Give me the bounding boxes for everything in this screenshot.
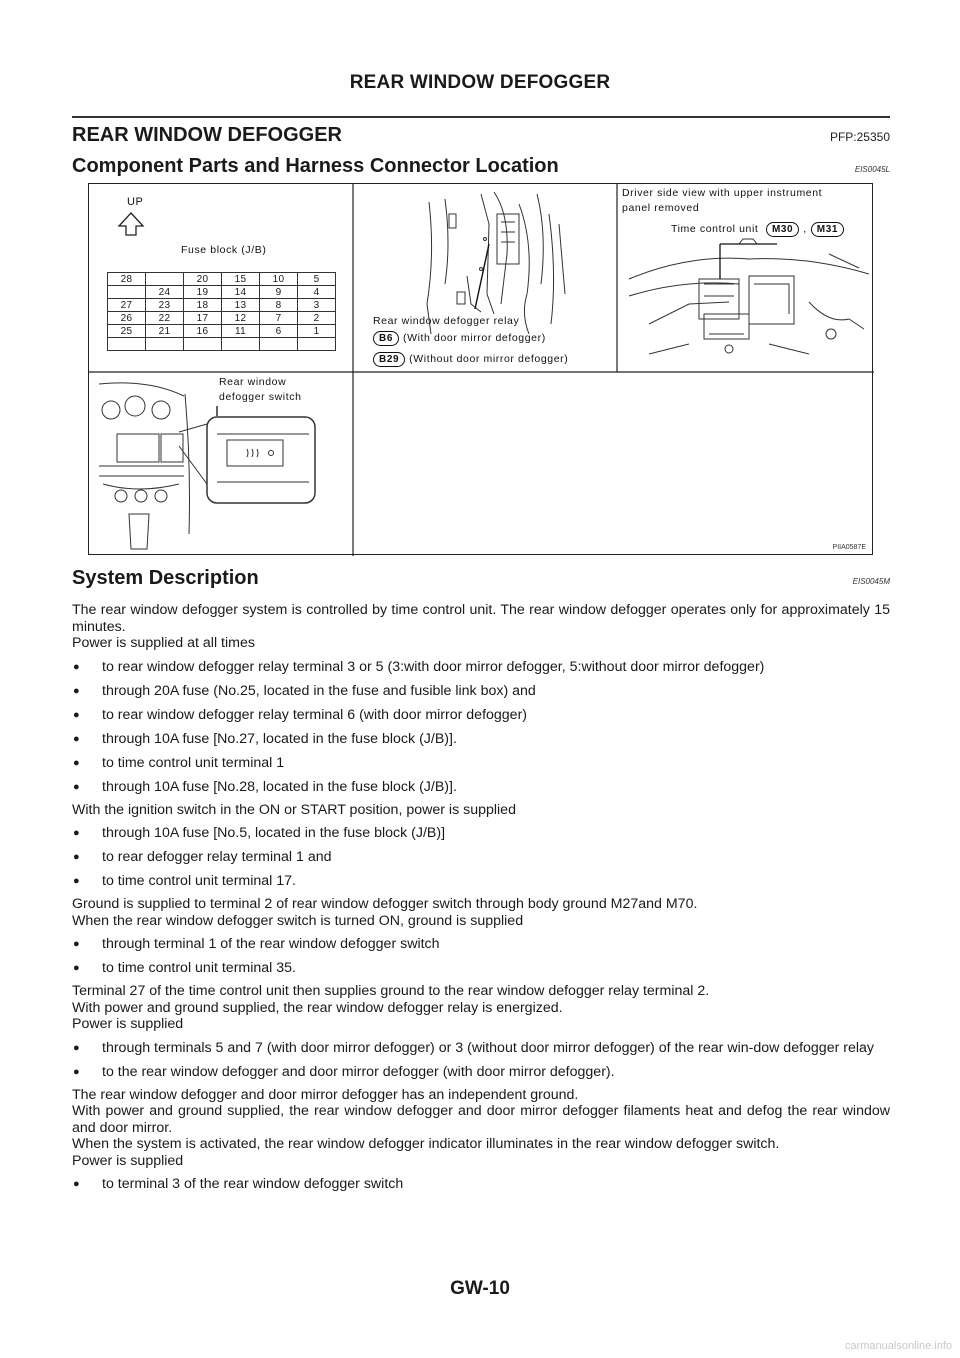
fuse-cell: 9 (260, 286, 298, 299)
bullet-icon: ● (73, 1041, 80, 1054)
bullet-text: through terminals 5 and 7 (with door mirror defogger) or 3 (without door mirror defogger) of the rear win-dow defogger relay (102, 1039, 875, 1056)
bullet-text: to rear window defogger relay terminal 3 or 5 (3:with door mirror defogger, 5:without door mirror defogger) (102, 658, 765, 675)
fuse-cell: 6 (260, 325, 298, 338)
up-arrow-icon (119, 213, 143, 235)
bullet-text: through terminal 1 of the rear window defogger switch (102, 936, 440, 952)
fuse-cell (298, 338, 336, 351)
figure-illustration (89, 184, 874, 556)
paragraph: When the rear window defogger switch is turned ON, ground is supplied (72, 912, 524, 929)
driver-view-line1: Driver side view with upper instrument (622, 187, 823, 199)
bullet-item (72, 960, 890, 977)
fuse-cell: 27 (108, 299, 146, 312)
bullet-icon: ● (73, 1178, 80, 1190)
fuse-cell: 21 (146, 325, 184, 338)
subsection-title: System Description (72, 567, 259, 589)
fuse-cell: 10 (260, 273, 298, 286)
bullet-item (72, 707, 890, 724)
paragraph: Terminal 27 of the time control unit then supplies ground to the rear window defogger relay terminal 2. (72, 983, 710, 999)
paragraph: With power and ground supplied, the rear window defogger and door mirror defogger filaments heat and defog the rear window and door mirror. (72, 1103, 890, 1136)
fuse-cell: 22 (146, 312, 184, 325)
fuse-cell: 13 (222, 299, 260, 312)
page-number: GW-10 (450, 1278, 510, 1299)
component-location-figure (88, 183, 873, 555)
fuse-row (108, 312, 336, 325)
relay-label: Rear window defogger relay (373, 315, 520, 327)
fuse-cell: 18 (184, 299, 222, 312)
bullet-text: through 10A fuse [No.27, located in the fuse block (J/B)]. (102, 730, 457, 747)
bullet-icon: ● (73, 938, 80, 950)
fuse-cell (260, 338, 298, 351)
bullet-item (72, 683, 890, 700)
bullet-item (72, 755, 890, 772)
bullet-text: through 10A fuse [No.28, located in the fuse block (J/B)]. (102, 778, 457, 795)
bullet-item (72, 731, 890, 748)
bullet-item (72, 659, 890, 676)
fuse-cell: 23 (146, 299, 184, 312)
paragraph: With power and ground supplied, the rear window defogger relay is energized. (72, 999, 563, 1016)
fuse-cell: 14 (222, 286, 260, 299)
bullet-text: to the rear window defogger and door mirror defogger (with door mirror defogger). (102, 1063, 615, 1080)
connector-tag-m30: M30 (766, 222, 799, 237)
subsection-title: Component Parts and Harness Connector Location (72, 155, 559, 177)
paragraph: Ground is supplied to terminal 2 of rear window defogger switch through body ground M27and M70. (72, 896, 698, 912)
fuse-row (108, 338, 336, 351)
bullet-item (72, 1040, 890, 1057)
bullet-item (72, 936, 890, 953)
fuse-cell: 20 (184, 273, 222, 286)
fuse-cell (108, 338, 146, 351)
fuse-cell (108, 286, 146, 299)
bullet-text: to rear window defogger relay terminal 6 (with door mirror defogger) (102, 706, 528, 723)
bullet-item (72, 1064, 890, 1081)
bullet-icon: ● (73, 660, 80, 673)
bullet-icon: ● (73, 756, 80, 769)
bullet-text: to terminal 3 of the rear window defogger switch (102, 1176, 404, 1192)
subsection-ref: EIS0045L (854, 165, 890, 174)
bullet-icon: ● (73, 780, 80, 793)
bullet-text: to time control unit terminal 1 (102, 754, 285, 771)
watermark: carmanualsonline.info (844, 1340, 952, 1352)
bullet-text: through 20A fuse (No.25, located in the fuse and fusible link box) and (102, 682, 536, 699)
fuse-block-label: Fuse block (J/B) (181, 244, 267, 256)
fuse-cell: 4 (298, 286, 336, 299)
fuse-cell (184, 338, 222, 351)
fuse-cell: 12 (222, 312, 260, 325)
time-control-line (671, 222, 848, 237)
connector-tag-m31: M31 (811, 222, 844, 237)
fuse-cell: 24 (146, 286, 184, 299)
bullet-icon: ● (73, 851, 80, 863)
bullet-item (72, 825, 890, 842)
defogger-switch-illustration (99, 383, 315, 549)
bullet-icon: ● (73, 962, 80, 974)
up-label: UP (127, 196, 144, 208)
bullet-text: to rear defogger relay terminal 1 and (102, 849, 332, 865)
bullet-icon: ● (73, 684, 80, 697)
system-description-body (72, 602, 890, 1193)
subsection-ref: EIS0045M (852, 577, 890, 586)
bullet-icon: ● (73, 827, 80, 839)
relay-b29-line (373, 352, 568, 367)
fuse-cell: 8 (260, 299, 298, 312)
bullet-icon: ● (73, 875, 80, 887)
fuse-cell (146, 338, 184, 351)
driver-view-line2: panel removed (622, 202, 700, 214)
fuse-cell: 2 (298, 312, 336, 325)
relay-b29-text: (Without door mirror defogger) (409, 353, 569, 365)
paragraph: Power is supplied (72, 1152, 184, 1169)
paragraph: With the ignition switch in the ON or START position, power is supplied (72, 801, 516, 818)
fuse-cell: 5 (298, 273, 336, 286)
bullet-item (72, 873, 890, 890)
fuse-cell (222, 338, 260, 351)
fuse-cell: 26 (108, 312, 146, 325)
subsection-component-parts (72, 155, 890, 178)
fuse-cell (146, 273, 184, 286)
paragraph: The rear window defogger system is controlled by time control unit. The rear window defogger operates only for approximately 15 minutes. (72, 602, 890, 635)
bullet-icon: ● (73, 1065, 80, 1078)
connector-tag-b6: B6 (373, 331, 399, 346)
bullet-item (72, 779, 890, 796)
fuse-row (108, 273, 336, 286)
section-title-bar (72, 124, 890, 147)
running-head: REAR WINDOW DEFOGGER (349, 72, 611, 93)
switch-label-line1: Rear window (219, 376, 287, 388)
figure-id: PIIA0587E (832, 544, 866, 551)
tcu-separator: , (803, 223, 807, 235)
connector-tag-b29: B29 (373, 352, 405, 367)
time-control-label: Time control unit (671, 223, 759, 235)
paragraph: When the system is activated, the rear window defogger indicator illuminates in the rear window defogger switch. (72, 1136, 780, 1152)
fuse-cell: 17 (184, 312, 222, 325)
fuse-cell: 11 (222, 325, 260, 338)
switch-label-line2: defogger switch (219, 391, 302, 403)
fuse-cell: 1 (298, 325, 336, 338)
fuse-row (108, 286, 336, 299)
fuse-row (108, 325, 336, 338)
fuse-cell: 7 (260, 312, 298, 325)
fuse-cell: 3 (298, 299, 336, 312)
fuse-row (108, 299, 336, 312)
bullet-text: to time control unit terminal 17. (102, 873, 296, 889)
section-title: REAR WINDOW DEFOGGER (72, 124, 342, 146)
fuse-cell: 15 (222, 273, 260, 286)
bullet-item (72, 849, 890, 866)
bullet-item (72, 1176, 890, 1193)
time-control-unit-illustration (629, 239, 869, 354)
fuse-block-table (107, 272, 336, 351)
paragraph: The rear window defogger and door mirror defogger has an independent ground. (72, 1086, 579, 1103)
fuse-cell: 28 (108, 273, 146, 286)
fuse-cell: 25 (108, 325, 146, 338)
bullet-icon: ● (73, 732, 80, 745)
paragraph: Power is supplied (72, 1016, 184, 1032)
fuse-cell: 19 (184, 286, 222, 299)
bullet-text: through 10A fuse [No.5, located in the fuse block (J/B)] (102, 825, 446, 841)
paragraph: Power is supplied at all times (72, 635, 255, 651)
header-rule (72, 116, 890, 118)
fuse-cell: 16 (184, 325, 222, 338)
bullet-icon: ● (73, 708, 80, 721)
subsection-system-description (72, 567, 890, 590)
bullet-text: to time control unit terminal 35. (102, 960, 296, 976)
relay-b6-text: (With door mirror defogger) (402, 332, 546, 344)
section-code: PFP:25350 (829, 130, 890, 144)
relay-b6-line (373, 331, 546, 346)
relay-illustration (427, 192, 565, 334)
